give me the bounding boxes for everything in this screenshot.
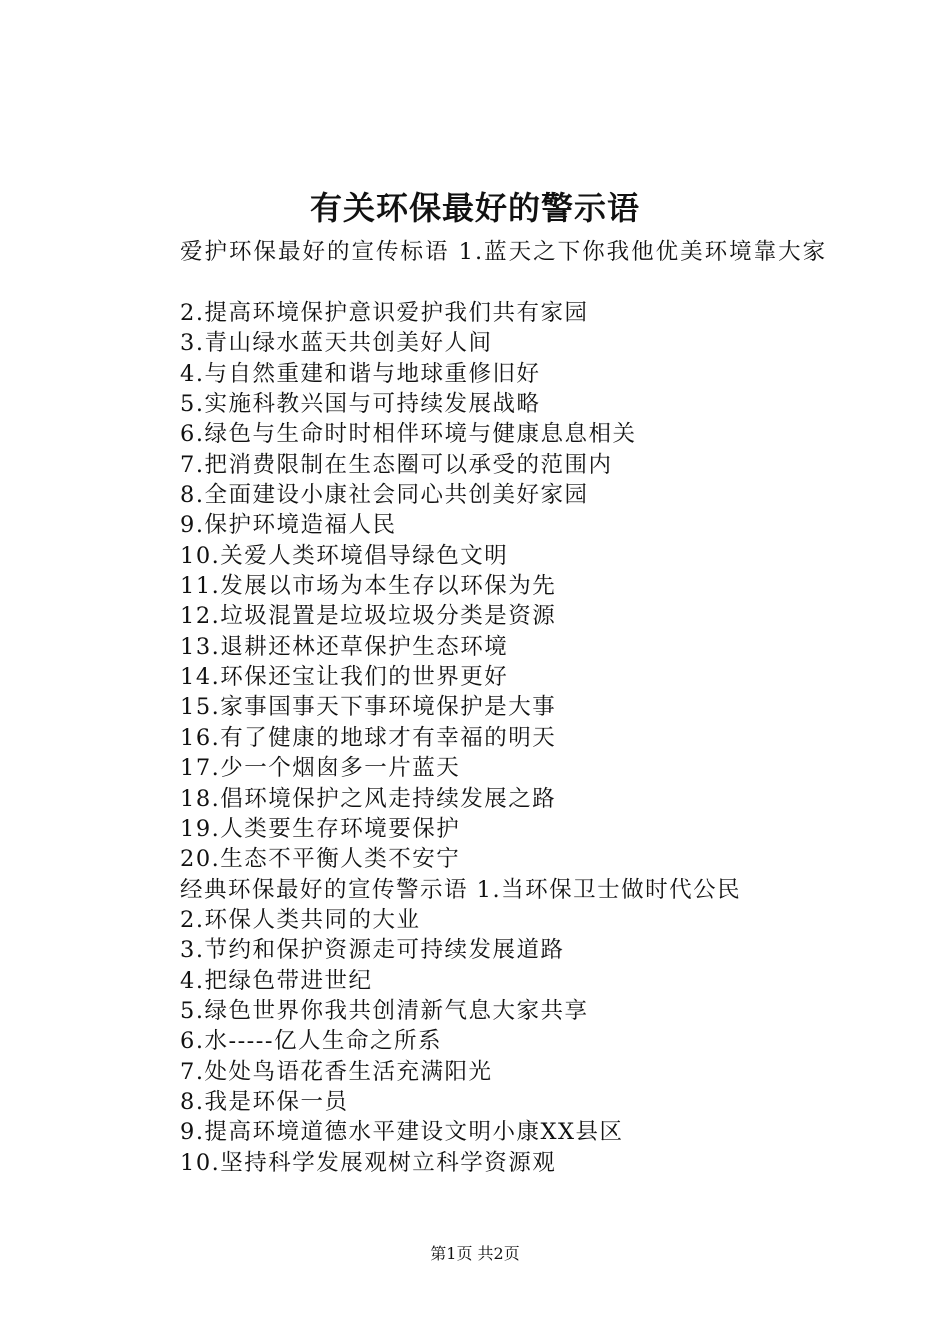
slogan-line: 3.青山绿水蓝天共创美好人间 <box>180 330 493 357</box>
slogan-line: 6.绿色与生命时时相伴环境与健康息息相关 <box>180 421 637 448</box>
document-title: 有关环保最好的警示语 <box>309 189 640 227</box>
slogan-line: 7.处处鸟语花香生活充满阳光 <box>180 1058 493 1085</box>
slogan-line: 11.发展以市场为本生存以环保为先 <box>180 573 557 600</box>
slogan-line: 4.把绿色带进世纪 <box>180 967 373 994</box>
slogan-line: 10.坚持科学发展观树立科学资源观 <box>180 1149 557 1176</box>
slogan-line: 4.与自然重建和谐与地球重修旧好 <box>180 360 541 387</box>
slogan-line: 17.少一个烟囱多一片蓝天 <box>180 755 461 782</box>
slogan-line: 经典环保最好的宣传警示语 1.当环保卫士做时代公民 <box>180 876 742 903</box>
intro-paragraph: 爱护环保最好的宣传标语 1.蓝天之下你我他优美环境靠大家 <box>180 239 828 265</box>
slogan-line: 2.环保人类共同的大业 <box>180 906 421 933</box>
slogan-line: 18.倡环境保护之风走持续发展之路 <box>180 785 557 812</box>
slogan-line: 16.有了健康的地球才有幸福的明天 <box>180 724 557 751</box>
slogan-line: 19.人类要生存环境要保护 <box>180 815 461 842</box>
slogan-line: 2.提高环境保护意识爱护我们共有家园 <box>180 300 589 326</box>
slogan-line: 5.实施科教兴国与可持续发展战略 <box>180 391 541 418</box>
slogan-line: 8.全面建设小康社会同心共创美好家园 <box>180 482 589 509</box>
slogan-line: 5.绿色世界你我共创清新气息大家共享 <box>180 997 589 1024</box>
slogan-line: 9.提高环境道德水平建设文明小康XX县区 <box>180 1119 624 1146</box>
page-footer: 第1页 共2页 <box>430 1244 520 1263</box>
slogan-line: 12.垃圾混置是垃圾垃圾分类是资源 <box>180 603 557 630</box>
slogan-line: 20.生态不平衡人类不安宁 <box>180 846 461 873</box>
slogan-line: 7.把消费限制在生态圈可以承受的范围内 <box>180 451 613 478</box>
slogan-list <box>180 298 880 1178</box>
slogan-line: 6.水-----亿人生命之所系 <box>180 1028 442 1055</box>
slogan-line: 15.家事国事天下事环境保护是大事 <box>180 694 557 721</box>
slogan-line: 3.节约和保护资源走可持续发展道路 <box>180 937 565 964</box>
slogan-line: 10.关爱人类环境倡导绿色文明 <box>180 542 509 569</box>
slogan-line: 13.退耕还林还草保护生态环境 <box>180 633 509 660</box>
slogan-line: 14.环保还宝让我们的世界更好 <box>180 664 509 691</box>
slogan-line: 8.我是环保一员 <box>180 1088 349 1115</box>
slogan-line: 9.保护环境造福人民 <box>180 512 397 539</box>
